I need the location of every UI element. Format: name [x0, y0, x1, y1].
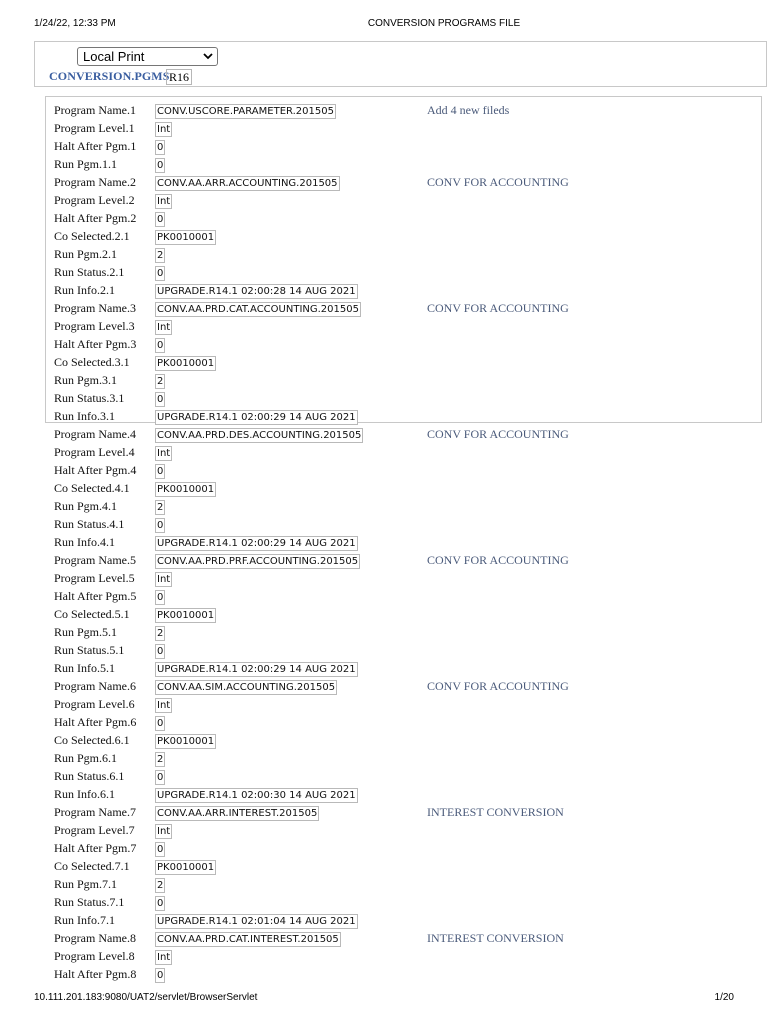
field-label: Co Selected.5.1	[54, 607, 130, 621]
field-label: Run Status.3.1	[54, 391, 125, 405]
field-description: CONV FOR ACCOUNTING	[427, 553, 569, 567]
field-label: Program Name.2	[54, 175, 136, 189]
field-label: Run Pgm.7.1	[54, 877, 118, 891]
record-row	[0, 462, 768, 480]
field-value: UPGRADE.R14.1 02:00:29 14 AUG 2021	[157, 664, 356, 675]
record-row	[0, 156, 768, 174]
field-label: Program Level.6	[54, 697, 135, 711]
field-label: Halt After Pgm.6	[54, 715, 137, 729]
field-label: Run Pgm.2.1	[54, 247, 118, 261]
record-row	[0, 696, 768, 714]
record-row	[0, 534, 768, 552]
print-datetime: 1/24/22, 12:33 PM	[34, 18, 116, 29]
field-label: Run Pgm.3.1	[54, 373, 118, 387]
field-value: UPGRADE.R14.1 02:00:30 14 AUG 2021	[157, 790, 356, 801]
field-label: Halt After Pgm.7	[54, 841, 137, 855]
field-label: Co Selected.6.1	[54, 733, 130, 747]
field-label: Co Selected.3.1	[54, 355, 130, 369]
field-label: Halt After Pgm.2	[54, 211, 137, 225]
field-value: 0	[157, 772, 164, 783]
record-row	[0, 390, 768, 408]
field-label: Run Pgm.1.1	[54, 157, 118, 171]
record-row	[0, 768, 768, 786]
record-row	[0, 822, 768, 840]
field-value: 0	[157, 466, 164, 477]
field-description: INTEREST CONVERSION	[427, 805, 564, 819]
field-label: Co Selected.2.1	[54, 229, 130, 243]
field-label: Halt After Pgm.3	[54, 337, 137, 351]
record-row	[0, 570, 768, 588]
field-label: Co Selected.4.1	[54, 481, 130, 495]
record-row	[0, 552, 768, 570]
record-row	[0, 246, 768, 264]
record-row	[0, 120, 768, 138]
page-url: 10.111.201.183:9080/UAT2/servlet/BrowserServlet	[34, 992, 258, 1003]
field-value: Int	[157, 322, 171, 333]
field-label: Halt After Pgm.8	[54, 967, 137, 981]
field-value: Int	[157, 574, 171, 585]
version-field: R16	[166, 69, 192, 85]
field-label: Run Info.7.1	[54, 913, 115, 927]
field-label: Halt After Pgm.5	[54, 589, 137, 603]
field-value: 0	[157, 142, 164, 153]
field-label: Program Name.6	[54, 679, 136, 693]
field-label: Run Status.6.1	[54, 769, 125, 783]
record-row	[0, 858, 768, 876]
record-row	[0, 444, 768, 462]
field-description: Add 4 new fileds	[427, 103, 510, 117]
field-label: Run Status.7.1	[54, 895, 125, 909]
field-label: Run Info.5.1	[54, 661, 115, 675]
field-value: 0	[157, 340, 164, 351]
field-label: Halt After Pgm.4	[54, 463, 137, 477]
field-label: Run Status.4.1	[54, 517, 125, 531]
field-label: Co Selected.7.1	[54, 859, 130, 873]
field-value: Int	[157, 196, 171, 207]
record-row	[0, 516, 768, 534]
record-row	[0, 642, 768, 660]
record-row	[0, 786, 768, 804]
field-value: PK0010001	[157, 736, 215, 747]
field-value: 0	[157, 394, 164, 405]
field-value: PK0010001	[157, 484, 215, 495]
field-label: Program Level.4	[54, 445, 135, 459]
field-value: CONV.AA.SIM.ACCOUNTING.201505	[157, 682, 336, 693]
record-row	[0, 336, 768, 354]
field-value: CONV.AA.PRD.CAT.INTEREST.201505	[157, 934, 339, 945]
record-row	[0, 426, 768, 444]
field-value: 2	[157, 880, 164, 891]
field-label: Program Name.4	[54, 427, 136, 441]
field-label: Run Status.2.1	[54, 265, 125, 279]
field-description: CONV FOR ACCOUNTING	[427, 301, 569, 315]
field-value: 0	[157, 718, 164, 729]
field-label: Program Level.8	[54, 949, 135, 963]
field-label: Program Name.3	[54, 301, 136, 315]
field-value: 2	[157, 628, 164, 639]
field-label: Run Info.3.1	[54, 409, 115, 423]
field-label: Program Level.3	[54, 319, 135, 333]
record-row	[0, 174, 768, 192]
record-row	[0, 678, 768, 696]
field-label: Program Level.7	[54, 823, 135, 837]
field-value: CONV.AA.PRD.PRF.ACCOUNTING.201505	[157, 556, 359, 567]
record-row	[0, 912, 768, 930]
field-value: UPGRADE.R14.1 02:00:28 14 AUG 2021	[157, 286, 356, 297]
record-row	[0, 408, 768, 426]
field-value: Int	[157, 448, 171, 459]
field-value: Int	[157, 826, 171, 837]
field-value: 0	[157, 646, 164, 657]
field-value: 0	[157, 214, 164, 225]
record-row	[0, 300, 768, 318]
field-value: 0	[157, 160, 164, 171]
record-row	[0, 192, 768, 210]
field-value: UPGRADE.R14.1 02:01:04 14 AUG 2021	[157, 916, 356, 927]
field-label: Program Level.1	[54, 121, 135, 135]
field-description: CONV FOR ACCOUNTING	[427, 679, 569, 693]
field-value: PK0010001	[157, 862, 215, 873]
field-label: Run Info.2.1	[54, 283, 115, 297]
page-title: CONVERSION PROGRAMS FILE	[367, 18, 521, 29]
field-value: UPGRADE.R14.1 02:00:29 14 AUG 2021	[157, 412, 356, 423]
field-label: Program Name.7	[54, 805, 136, 819]
field-value: 2	[157, 754, 164, 765]
record-row	[0, 372, 768, 390]
field-value: PK0010001	[157, 232, 215, 243]
record-row	[0, 966, 768, 984]
field-value: 2	[157, 376, 164, 387]
field-label: Program Level.5	[54, 571, 135, 585]
field-value: 0	[157, 844, 164, 855]
field-label: Program Name.8	[54, 931, 136, 945]
record-row	[0, 498, 768, 516]
field-value: 0	[157, 520, 164, 531]
record-row	[0, 210, 768, 228]
field-value: 2	[157, 502, 164, 513]
field-description: CONV FOR ACCOUNTING	[427, 175, 569, 189]
field-value: CONV.AA.PRD.CAT.ACCOUNTING.201505	[157, 304, 359, 315]
field-description: CONV FOR ACCOUNTING	[427, 427, 569, 441]
field-label: Run Info.6.1	[54, 787, 115, 801]
chevron-down-icon	[203, 48, 213, 71]
record-row	[0, 714, 768, 732]
page-number: 1/20	[714, 992, 734, 1003]
field-label: Run Status.5.1	[54, 643, 125, 657]
field-value: CONV.AA.ARR.ACCOUNTING.201505	[157, 178, 338, 189]
field-label: Program Level.2	[54, 193, 135, 207]
toolbar-panel	[34, 41, 767, 87]
field-label: Program Name.5	[54, 553, 136, 567]
field-value: Int	[157, 952, 171, 963]
record-row	[0, 588, 768, 606]
print-mode-value: Local Print	[83, 49, 145, 64]
field-label: Run Pgm.4.1	[54, 499, 118, 513]
field-label: Run Pgm.5.1	[54, 625, 118, 639]
record-row	[0, 624, 768, 642]
field-label: Run Pgm.6.1	[54, 751, 118, 765]
record-row	[0, 138, 768, 156]
record-row	[0, 930, 768, 948]
field-label: Halt After Pgm.1	[54, 139, 137, 153]
record-row	[0, 948, 768, 966]
field-value: 0	[157, 592, 164, 603]
field-label: Program Name.1	[54, 103, 136, 117]
record-row	[0, 264, 768, 282]
field-value: PK0010001	[157, 358, 215, 369]
field-value: Int	[157, 700, 171, 711]
field-value: CONV.AA.PRD.DES.ACCOUNTING.201505	[157, 430, 362, 441]
record-row	[0, 804, 768, 822]
record-row	[0, 228, 768, 246]
field-value: 2	[157, 250, 164, 261]
field-description: INTEREST CONVERSION	[427, 931, 564, 945]
print-mode-select[interactable]	[77, 47, 218, 66]
application-name: CONVERSION.PGMS	[49, 69, 170, 83]
field-value: Int	[157, 124, 171, 135]
field-label: Run Info.4.1	[54, 535, 115, 549]
record-row	[0, 480, 768, 498]
field-value: UPGRADE.R14.1 02:00:29 14 AUG 2021	[157, 538, 356, 549]
record-row	[0, 876, 768, 894]
record-row	[0, 894, 768, 912]
field-value: CONV.USCORE.PARAMETER.201505	[157, 106, 334, 117]
record-row	[0, 282, 768, 300]
record-row	[0, 318, 768, 336]
record-row	[0, 732, 768, 750]
record-row	[0, 750, 768, 768]
record-row	[0, 102, 768, 120]
record-row	[0, 840, 768, 858]
record-row	[0, 606, 768, 624]
record-row	[0, 354, 768, 372]
field-value: 0	[157, 268, 164, 279]
field-value: PK0010001	[157, 610, 215, 621]
field-value: 0	[157, 970, 164, 981]
record-row	[0, 660, 768, 678]
field-value: 0	[157, 898, 164, 909]
field-value: CONV.AA.ARR.INTEREST.201505	[157, 808, 318, 819]
